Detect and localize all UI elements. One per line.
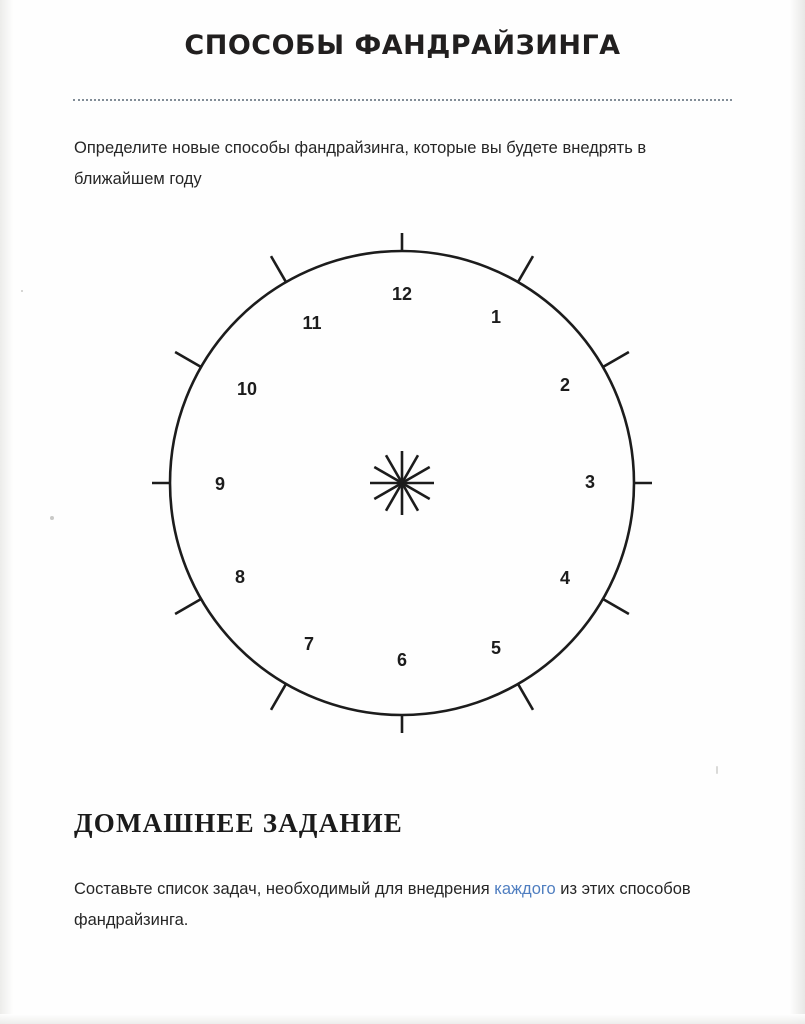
- scan-speck: [50, 516, 54, 520]
- homework-paragraph: [74, 874, 724, 936]
- clock-label-1: 1: [490, 306, 502, 327]
- dotted-divider: [73, 99, 732, 101]
- clock-label-8: 8: [234, 566, 246, 587]
- clock-label-9: 9: [214, 473, 226, 494]
- clock-ticks: [370, 451, 434, 515]
- clock-label-6: 6: [396, 649, 408, 670]
- clock-label-11: 11: [302, 312, 322, 333]
- scan-speck: [716, 766, 718, 774]
- clock-label-7: 7: [303, 633, 315, 654]
- page-edge-bottom: [0, 1014, 805, 1024]
- clock-label-5: 5: [490, 637, 502, 658]
- page-edge-left: [0, 0, 14, 1024]
- clock-label-12: 12: [391, 283, 413, 304]
- scan-speck: [21, 290, 23, 292]
- homework-title: ДОМАШНЕЕ ЗАДАНИЕ: [74, 808, 404, 838]
- page-title: СПОСОБЫ ФАНДРАЙЗИНГА: [184, 30, 621, 61]
- clock-label-4: 4: [559, 567, 571, 588]
- intro-paragraph: Определите новые способы фандрайзинга, которые вы будете внедрять в ближайшем году: [74, 139, 647, 188]
- page-edge-right: [789, 0, 805, 1024]
- clock-label-3: 3: [584, 471, 596, 492]
- clock-label-10: 10: [236, 378, 258, 399]
- clock-label-2: 2: [559, 374, 571, 395]
- homework-text-after: из этих способов фандрайзинга.: [74, 880, 691, 929]
- homework-text-before: Составьте список задач, необходимый для внедрения: [74, 880, 495, 898]
- clock-diagram: [152, 233, 652, 733]
- homework-accent-word: каждого: [494, 880, 556, 898]
